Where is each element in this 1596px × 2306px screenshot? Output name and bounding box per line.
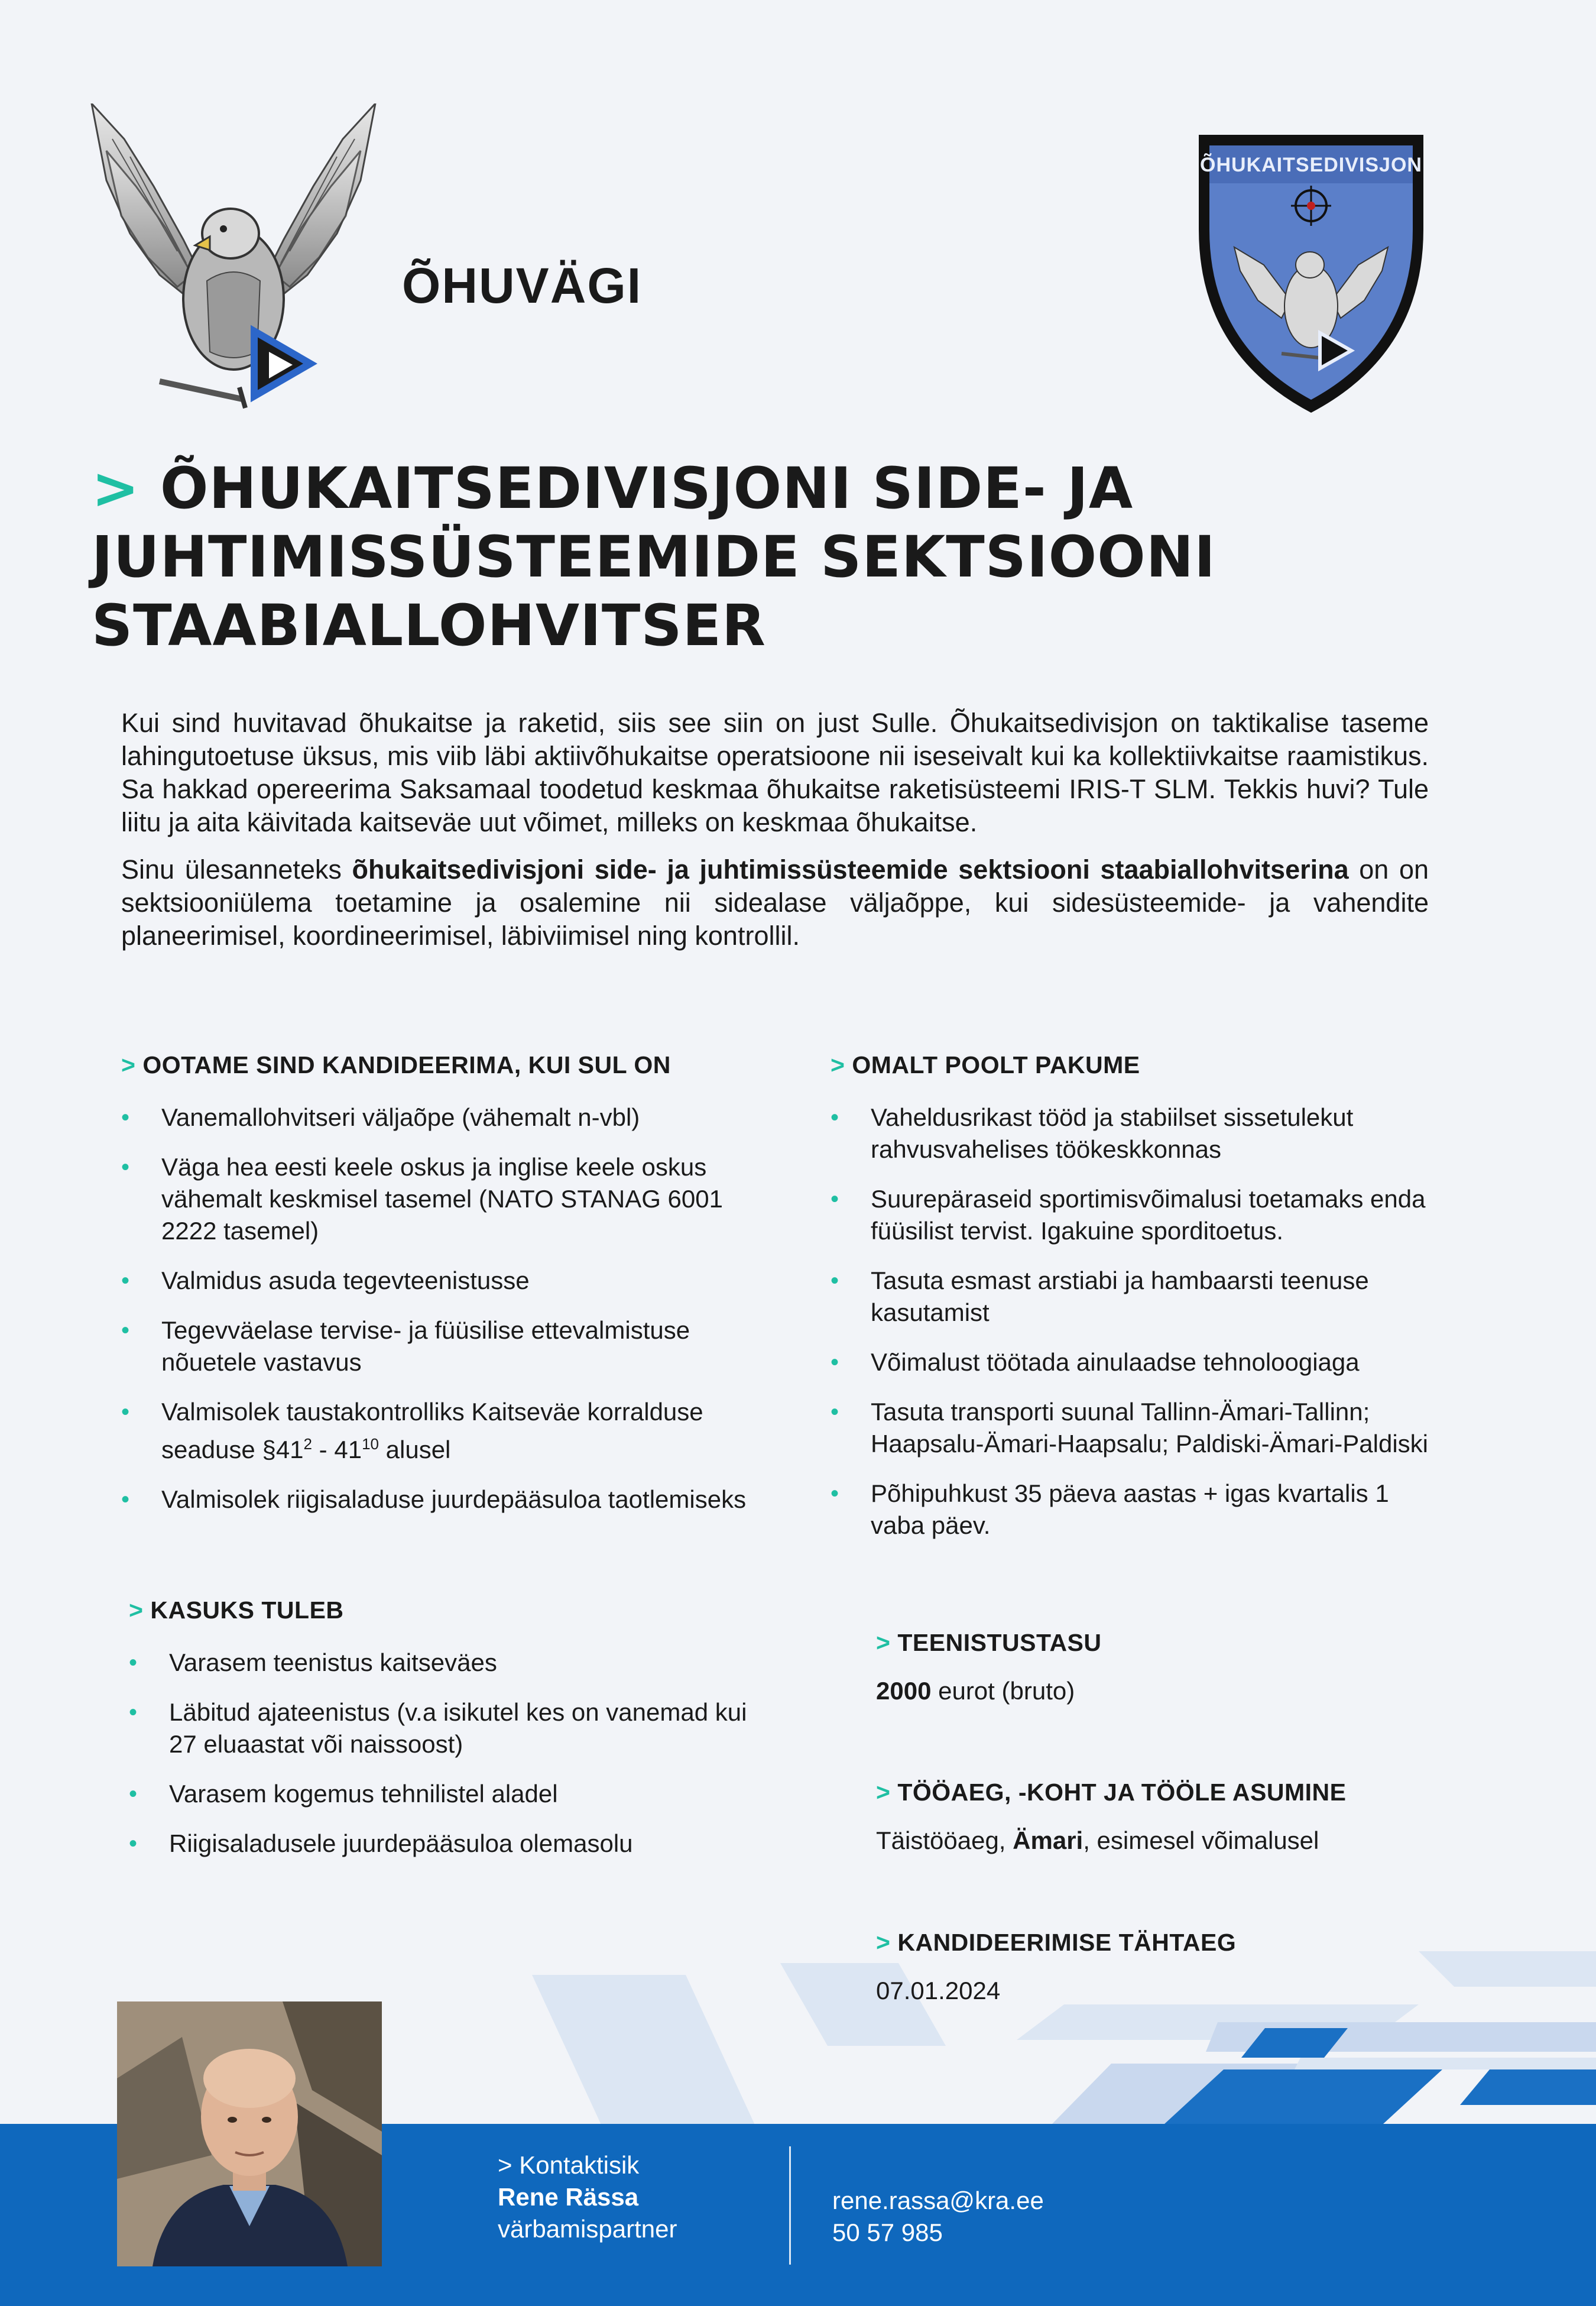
worktime-value — [876, 1826, 1467, 1855]
offer-section — [831, 1051, 1433, 1559]
title-line-1: ÕHUKAITSEDIVISJONI SIDE- JA — [160, 455, 1134, 522]
air-force-eagle-logo — [89, 103, 378, 414]
advantages-heading: > KASUKS TULEB — [129, 1596, 344, 1624]
intro-paragraph-1: Kui sind huvitavad õhukaitse ja raketid, siis see siin on just Sulle. Õhukaitsedivisjon on taktikalise taseme lahingutoetuse üksus, mis viib läbi aktiivõhukaitse operatsioone nii iseseivalt kui ka kollektiivkaitse raamistikus. Sa hakkad opereerima Saksamaal toodetud keskmaa õhukaitse raketisüsteemi IRIS-T SLM. Tekkis huvi? Tule liitu ja aita käivitada kaitseväe uut võimet, milleks on keskmaa õhukaitse. — [121, 708, 1429, 837]
list-item: • Valmisolek riigisaladuse juurdepääsuloa taotlemiseks — [121, 1484, 783, 1515]
title-line-3: STAABIALLOHVITSER — [92, 592, 766, 659]
list-item: • Suurepäraseid sportimisvõimalusi toetamaks enda füüsilist tervist. Igakuine sporditoetus. — [831, 1183, 1433, 1247]
list-item: • Varasem kogemus tehnilistel aladel — [129, 1778, 779, 1810]
deadline-section — [876, 1929, 1467, 2005]
advantages-list — [129, 1647, 779, 1860]
salary-rest: eurot (bruto) — [931, 1677, 1075, 1705]
job-title — [92, 454, 1510, 660]
worktime-section — [876, 1779, 1467, 1855]
salary-value — [876, 1677, 1467, 1705]
brand-name: ÕHUVÄGI — [402, 258, 643, 313]
requirements-list — [121, 1102, 783, 1515]
list-item: • Varasem teenistus kaitseväes — [129, 1647, 779, 1679]
salary-amount: 2000 — [876, 1677, 932, 1705]
item5-sup1: 2 — [303, 1435, 313, 1453]
intro-p2-pre: Sinu ülesanneteks — [121, 854, 352, 885]
contact-person-photo — [117, 2001, 382, 2266]
intro-p2-bold: õhukaitsedivisjoni side- ja juhtimissüsteemide sektsiooni staabiallohvitserina — [352, 854, 1349, 885]
item5-post: alusel — [378, 1436, 451, 1463]
worktime-pre: Täistööaeg, — [876, 1826, 1013, 1854]
contact-phone[interactable]: 50 57 985 — [832, 2218, 943, 2246]
list-item: • Läbitud ajateenistus (v.a isikutel kes on vanemad kui 27 eluaastat või naissoost) — [129, 1696, 779, 1760]
contact-role: värbamispartner — [498, 2215, 677, 2243]
contact-block — [498, 2149, 677, 2245]
list-item: • Väga hea eesti keele oskus ja inglise keele oskus vähemalt keskmisel tasemel (NATO STANAG 6001 2222 tasemel) — [121, 1151, 783, 1247]
item5-sup2: 10 — [362, 1435, 379, 1453]
list-item: • Vanemallohvitseri väljaõpe (vähemalt n-vbl) — [121, 1102, 783, 1133]
advantages-heading-text: KASUKS TULEB — [150, 1596, 344, 1624]
list-item: • Tegevväelase tervise- ja füüsilise ettevalmistuse nõuetele vastavus — [121, 1314, 783, 1378]
list-item: • Riigisaladusele juurdepääsuloa olemasolu — [129, 1828, 779, 1860]
air-defence-division-shield — [1193, 129, 1429, 416]
item5-pre: Valmisolek taustakontrolliks Kaitseväe korralduse seaduse §41 — [161, 1398, 703, 1463]
footer-divider — [789, 2146, 791, 2265]
salary-heading: > TEENISTUSTASU — [876, 1629, 1102, 1656]
offer-heading: > OMALT POOLT PAKUME — [831, 1051, 1140, 1078]
list-item: • Vaheldusrikast tööd ja stabiilset sissetulekut rahvusvahelises töökeskkonnas — [831, 1102, 1433, 1165]
intro-p2-post: on on sektsiooniülema toetamine ja osalemine nii sidealase väljaõppe, kui sidesüsteemide- ja vahendite planeerimisel, koordineerimisel, läbiviimisel ning kontrollil. — [121, 854, 1429, 951]
worktime-heading: > TÖÖAEG, -KOHT JA TÖÖLE ASUMINE — [876, 1779, 1347, 1806]
salary-section — [876, 1629, 1467, 1705]
title-arrow: > — [92, 455, 140, 522]
title-line-2: JUHTIMISSÜSTEEMIDE SEKTSIOONI — [92, 524, 1216, 590]
offer-list — [831, 1102, 1433, 1541]
worktime-location: Ämari — [1013, 1826, 1084, 1854]
list-item: • Põhipuhkust 35 päeva aastas + igas kvartalis 1 vaba päev. — [831, 1478, 1433, 1541]
list-item: • Võimalust töötada ainulaadse tehnoloogiaga — [831, 1346, 1433, 1378]
deadline-heading: > KANDIDEERIMISE TÄHTAEG — [876, 1929, 1237, 1956]
offer-heading-text: OMALT POOLT PAKUME — [852, 1051, 1140, 1078]
deadline-heading-text: KANDIDEERIMISE TÄHTAEG — [897, 1929, 1237, 1956]
requirements-heading-text: OOTAME SIND KANDIDEERIMA, KUI SUL ON — [142, 1051, 671, 1078]
worktime-heading-text: TÖÖAEG, -KOHT JA TÖÖLE ASUMINE — [897, 1779, 1347, 1806]
requirements-section — [121, 1051, 783, 1533]
requirements-heading: > OOTAME SIND KANDIDEERIMA, KUI SUL ON — [121, 1051, 671, 1078]
job-intro — [121, 707, 1429, 967]
shield-text: ÕHUKAITSEDIVISJON — [1200, 154, 1422, 176]
list-item: • Valmidus asuda tegevteenistusse — [121, 1265, 783, 1297]
list-item: • Tasuta transporti suunal Tallinn-Ämari-Tallinn; Haapsalu-Ämari-Haapsalu; Paldiski-Ämari-Paldiski — [831, 1396, 1433, 1460]
contact-email[interactable]: rene.rassa@kra.ee — [832, 2187, 1044, 2214]
advantages-section — [129, 1596, 779, 1877]
contact-details — [832, 2185, 1044, 2249]
item5-mid: - 41 — [312, 1436, 362, 1463]
contact-label: > Kontaktisik — [498, 2151, 640, 2179]
contact-name: Rene Rässa — [498, 2183, 639, 2211]
list-item — [121, 1396, 783, 1466]
worktime-post: , esimesel võimalusel — [1083, 1826, 1319, 1854]
deadline-date: 07.01.2024 — [876, 1977, 1001, 2004]
list-item: • Tasuta esmast arstiabi ja hambaarsti teenuse kasutamist — [831, 1265, 1433, 1329]
intro-paragraph-2 — [121, 853, 1429, 953]
salary-heading-text: TEENISTUSTASU — [897, 1629, 1102, 1656]
